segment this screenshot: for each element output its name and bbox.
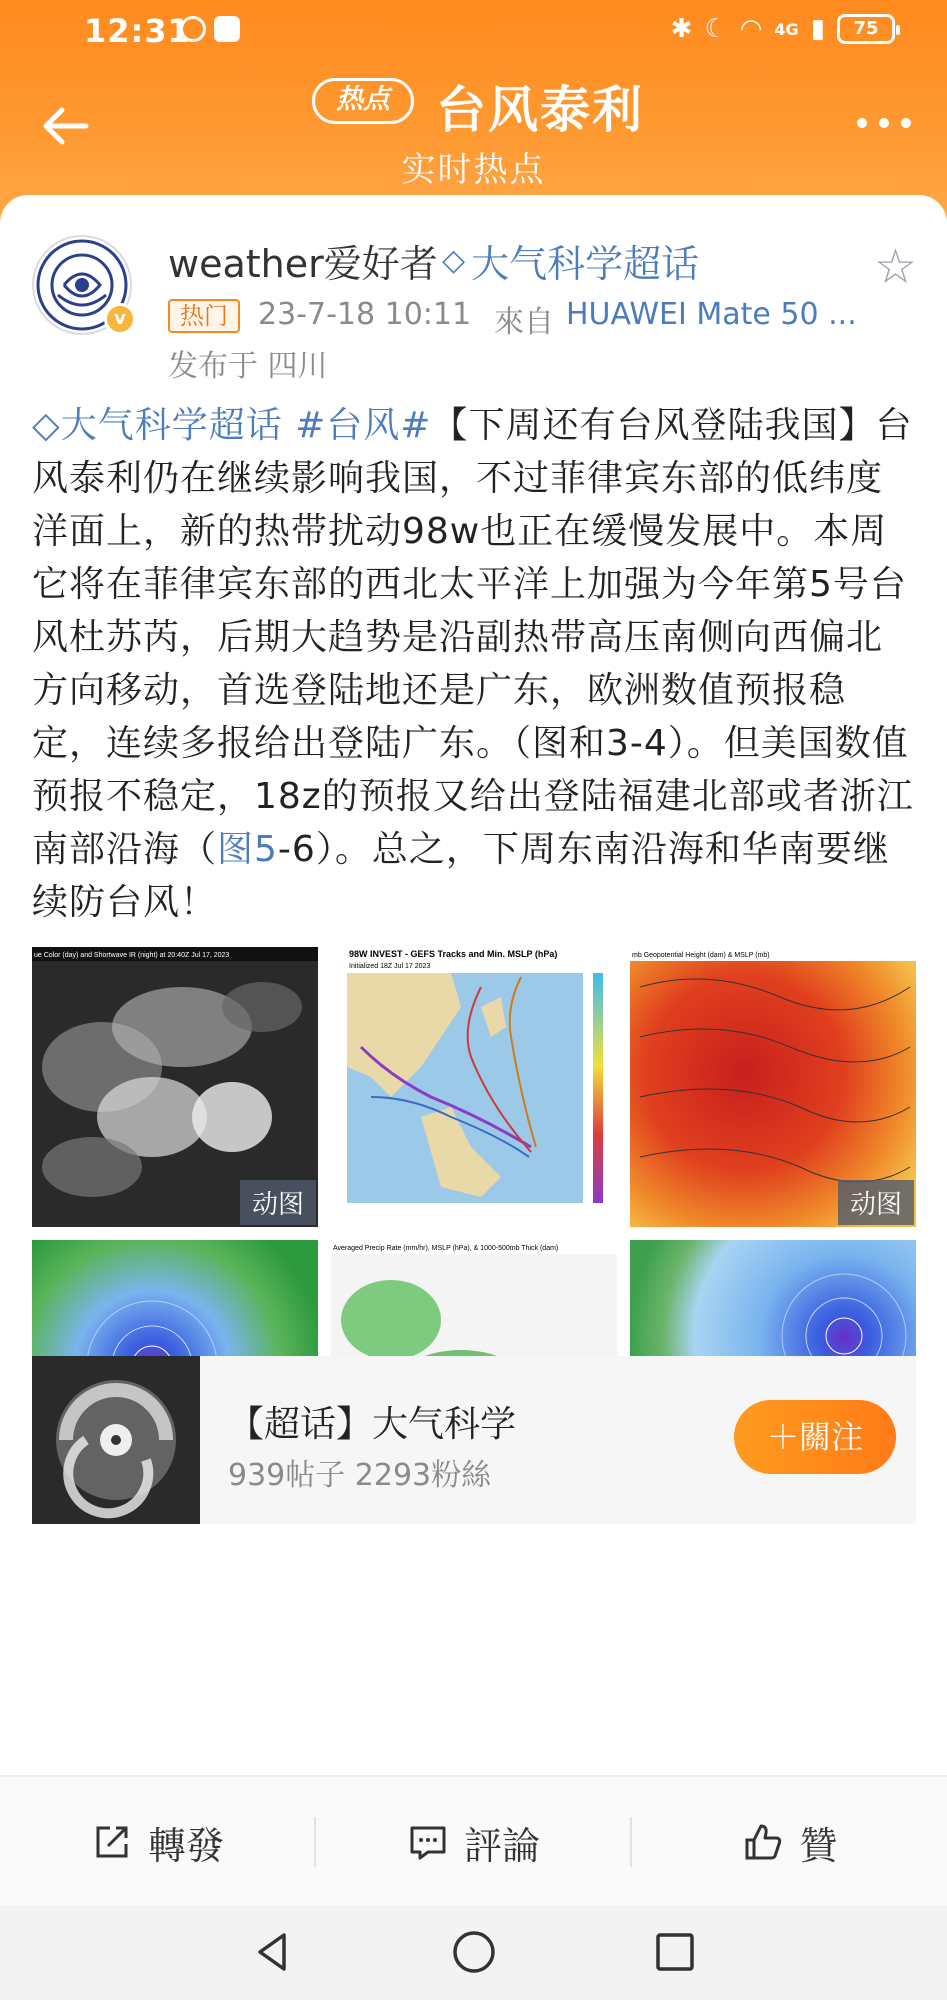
image-caption: Averaged Precip Rate (mm/hr), MSLP (hPa), & 1000-500mb Thick (dam) xyxy=(333,1245,559,1252)
app-notification-icon xyxy=(214,16,240,42)
post-image-tracks[interactable] xyxy=(331,947,617,1227)
supertopic-link[interactable] xyxy=(442,233,699,288)
gif-badge: 动图 xyxy=(838,1180,914,1225)
post-image-link[interactable]: 图5 xyxy=(217,829,278,870)
dot-icon xyxy=(857,118,867,128)
post-body-text: 【下周还有台风登陆我国】台风泰利仍在继续影响我国，不过菲律宾东部的低纬度洋面上，新的热带扰动98w也正在缓慢发展中。本周它将在菲律宾东部的西北太平洋上加强为今年第5号台风杜苏芮，后期大趋势是沿副热带高压南侧向西偏北方向移动，首选登陆地还是广东，欧洲数值预报稳定，连续多报给出登陆广东。（图和3-4）。但美国数值预报不稳定，18z的预报又给出登陆福建北部或者浙江南部沿海（ xyxy=(32,405,914,870)
post-body xyxy=(32,399,916,929)
triangle-back-icon xyxy=(248,1927,298,1977)
battery-icon: 75 xyxy=(837,14,895,44)
diamond-icon: ◇ xyxy=(442,243,466,278)
supertopic-label: 大气科学超话 xyxy=(471,242,700,286)
post-image-height-map[interactable] xyxy=(630,947,916,1227)
post-device-link[interactable]: HUAWEI Mate 50 ... xyxy=(566,297,857,332)
status-time: 12:31 xyxy=(84,12,191,50)
topic-subtitle: 实时热点 xyxy=(401,150,546,190)
comment-icon xyxy=(406,1820,450,1864)
post-body-text-end: -6）。总之，下周东南沿海和华南要继续防台风！ xyxy=(32,829,890,923)
like-button[interactable] xyxy=(632,1777,947,1907)
nav-back-button[interactable] xyxy=(248,1927,298,1977)
bluetooth-icon: ✱ xyxy=(670,14,693,44)
status-app-icons xyxy=(180,16,240,42)
post-topic-link[interactable]: 大气科学超话 #台风# xyxy=(60,405,432,446)
post-image-satellite[interactable] xyxy=(32,947,318,1227)
status-bar xyxy=(0,0,947,62)
hot-tag: 热门 xyxy=(168,299,240,333)
favorite-star-icon[interactable]: ☆ xyxy=(873,239,917,295)
image-subcaption: Initialized 18Z Jul 17 2023 xyxy=(349,963,431,970)
post-card xyxy=(0,195,947,1775)
supertopic-thumbnail xyxy=(32,1356,200,1524)
share-icon xyxy=(90,1820,134,1864)
supertopic-card-stats: 939帖子 2293粉絲 xyxy=(228,1458,492,1493)
post-action-bar xyxy=(0,1775,947,1905)
hot-badge: 热点 xyxy=(312,78,414,124)
dot-icon xyxy=(901,118,911,128)
nav-recents-button[interactable] xyxy=(650,1927,700,1977)
image-caption: 98W INVEST - GEFS Tracks and Min. MSLP (hPa) xyxy=(349,949,558,959)
post-from-label: 來自 xyxy=(494,305,554,340)
comment-label: 評論 xyxy=(463,1823,540,1868)
circle-home-icon xyxy=(449,1927,499,1977)
image-caption: ue Color (day) and Shortwave IR (night) at 20:40Z Jul 17, 2023 xyxy=(34,952,230,959)
network-type: 4G xyxy=(774,19,799,39)
nav-home-button[interactable] xyxy=(449,1927,499,1977)
gif-badge: 动图 xyxy=(240,1180,316,1225)
more-options-button[interactable] xyxy=(857,118,911,128)
status-indicators xyxy=(671,14,895,44)
post-username[interactable]: weather爱好者 xyxy=(168,242,438,286)
dot-icon xyxy=(879,118,889,128)
thumbs-up-icon xyxy=(741,1820,785,1864)
post-timestamp: 23-7-18 10:11 xyxy=(258,297,472,332)
track-map-image xyxy=(331,947,617,1227)
verified-badge-icon: v xyxy=(104,303,136,335)
topic-title: 台风泰利 xyxy=(436,81,644,139)
post-location: 发布于 四川 xyxy=(168,349,328,384)
diamond-icon: ◇ xyxy=(32,405,61,446)
repost-label: 轉發 xyxy=(147,1823,224,1868)
timer-icon xyxy=(180,16,206,42)
typhoon-image xyxy=(32,1356,200,1524)
image-caption: mb Geopotential Height (dam) & MSLP (mb) xyxy=(632,952,770,959)
wifi-icon: ◠ xyxy=(739,14,763,44)
supertopic-card-title: 【超话】大气科学 xyxy=(228,1404,517,1445)
repost-button[interactable] xyxy=(0,1777,314,1907)
system-nav-bar xyxy=(0,1905,947,2000)
comment-button[interactable] xyxy=(316,1777,630,1907)
square-recents-icon xyxy=(650,1927,700,1977)
signal-icon: ▮ xyxy=(810,14,825,44)
follow-button[interactable]: ＋關注 xyxy=(734,1400,896,1474)
like-label: 贊 xyxy=(799,1823,838,1868)
moon-icon: ☾ xyxy=(704,14,728,44)
supertopic-card[interactable] xyxy=(32,1356,916,1524)
